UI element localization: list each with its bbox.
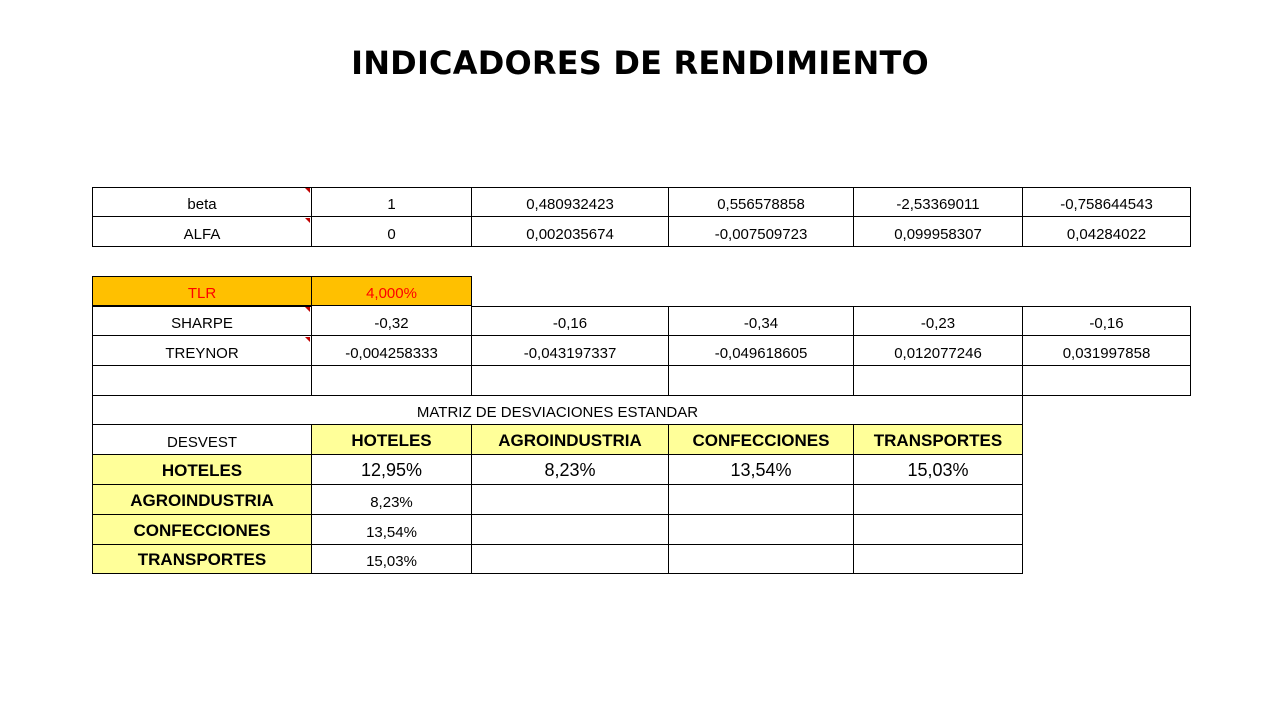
beta-value-cell: 0,480932423: [472, 187, 669, 217]
matrix-value-cell: [472, 545, 669, 574]
alfa-value-cell: 0,04284022: [1023, 217, 1191, 247]
empty-cell: [312, 366, 472, 396]
beta-value-cell: -0,758644543: [1023, 187, 1191, 217]
treynor-value-cell: 0,012077246: [854, 336, 1023, 366]
tlr-value-cell: 4,000%: [312, 276, 472, 306]
beta-value-cell: -2,53369011: [854, 187, 1023, 217]
page-title: INDICADORES DE RENDIMIENTO: [351, 44, 929, 82]
empty-cell: [669, 366, 854, 396]
comment-indicator-icon[interactable]: [305, 307, 310, 312]
alfa-value-cell: 0: [312, 217, 472, 247]
matrix-value-cell: [472, 485, 669, 515]
matrix-value-cell: 8,23%: [312, 485, 472, 515]
comment-indicator-icon[interactable]: [305, 337, 310, 342]
comment-indicator-icon[interactable]: [305, 218, 310, 223]
matrix-value-cell: 8,23%: [472, 455, 669, 485]
matrix-corner-label: DESVEST: [92, 425, 312, 455]
matrix-title: MATRIZ DE DESVIACIONES ESTANDAR: [92, 396, 1023, 425]
beta-label-cell: beta: [92, 187, 312, 217]
treynor-value-cell: -0,049618605: [669, 336, 854, 366]
sharpe-value-cell: -0,16: [472, 306, 669, 336]
matrix-value-cell: [669, 485, 854, 515]
beta-value-cell: 1: [312, 187, 472, 217]
beta-value-cell: 0,556578858: [669, 187, 854, 217]
empty-cell: [1023, 366, 1191, 396]
matrix-column-header: HOTELES: [312, 425, 472, 455]
alfa-value-cell: 0,002035674: [472, 217, 669, 247]
sharpe-value-cell: -0,34: [669, 306, 854, 336]
empty-cell: [854, 366, 1023, 396]
sharpe-label-cell: SHARPE: [92, 306, 312, 336]
alfa-value-cell: 0,099958307: [854, 217, 1023, 247]
treynor-value-cell: 0,031997858: [1023, 336, 1191, 366]
matrix-value-cell: [669, 515, 854, 545]
spreadsheet-grid: [92, 187, 1191, 574]
matrix-column-header: TRANSPORTES: [854, 425, 1023, 455]
matrix-value-cell: 13,54%: [312, 515, 472, 545]
matrix-row-header: TRANSPORTES: [92, 545, 312, 574]
matrix-value-cell: 12,95%: [312, 455, 472, 485]
matrix-value-cell: 15,03%: [312, 545, 472, 574]
treynor-value-cell: -0,043197337: [472, 336, 669, 366]
matrix-value-cell: [854, 545, 1023, 574]
matrix-value-cell: [472, 515, 669, 545]
alfa-label-cell: ALFA: [92, 217, 312, 247]
matrix-column-header: AGROINDUSTRIA: [472, 425, 669, 455]
sharpe-value-cell: -0,16: [1023, 306, 1191, 336]
matrix-column-header: CONFECCIONES: [669, 425, 854, 455]
sharpe-value-cell: -0,23: [854, 306, 1023, 336]
tlr-label-cell: TLR: [92, 276, 312, 306]
empty-cell: [472, 366, 669, 396]
alfa-value-cell: -0,007509723: [669, 217, 854, 247]
matrix-row-header: HOTELES: [92, 455, 312, 485]
matrix-row-header: CONFECCIONES: [92, 515, 312, 545]
matrix-value-cell: 13,54%: [669, 455, 854, 485]
treynor-label-cell: TREYNOR: [92, 336, 312, 366]
matrix-row-header: AGROINDUSTRIA: [92, 485, 312, 515]
comment-indicator-icon[interactable]: [305, 188, 310, 193]
matrix-value-cell: [669, 545, 854, 574]
sharpe-value-cell: -0,32: [312, 306, 472, 336]
matrix-value-cell: 15,03%: [854, 455, 1023, 485]
matrix-value-cell: [854, 485, 1023, 515]
treynor-value-cell: -0,004258333: [312, 336, 472, 366]
empty-cell: [92, 366, 312, 396]
matrix-value-cell: [854, 515, 1023, 545]
